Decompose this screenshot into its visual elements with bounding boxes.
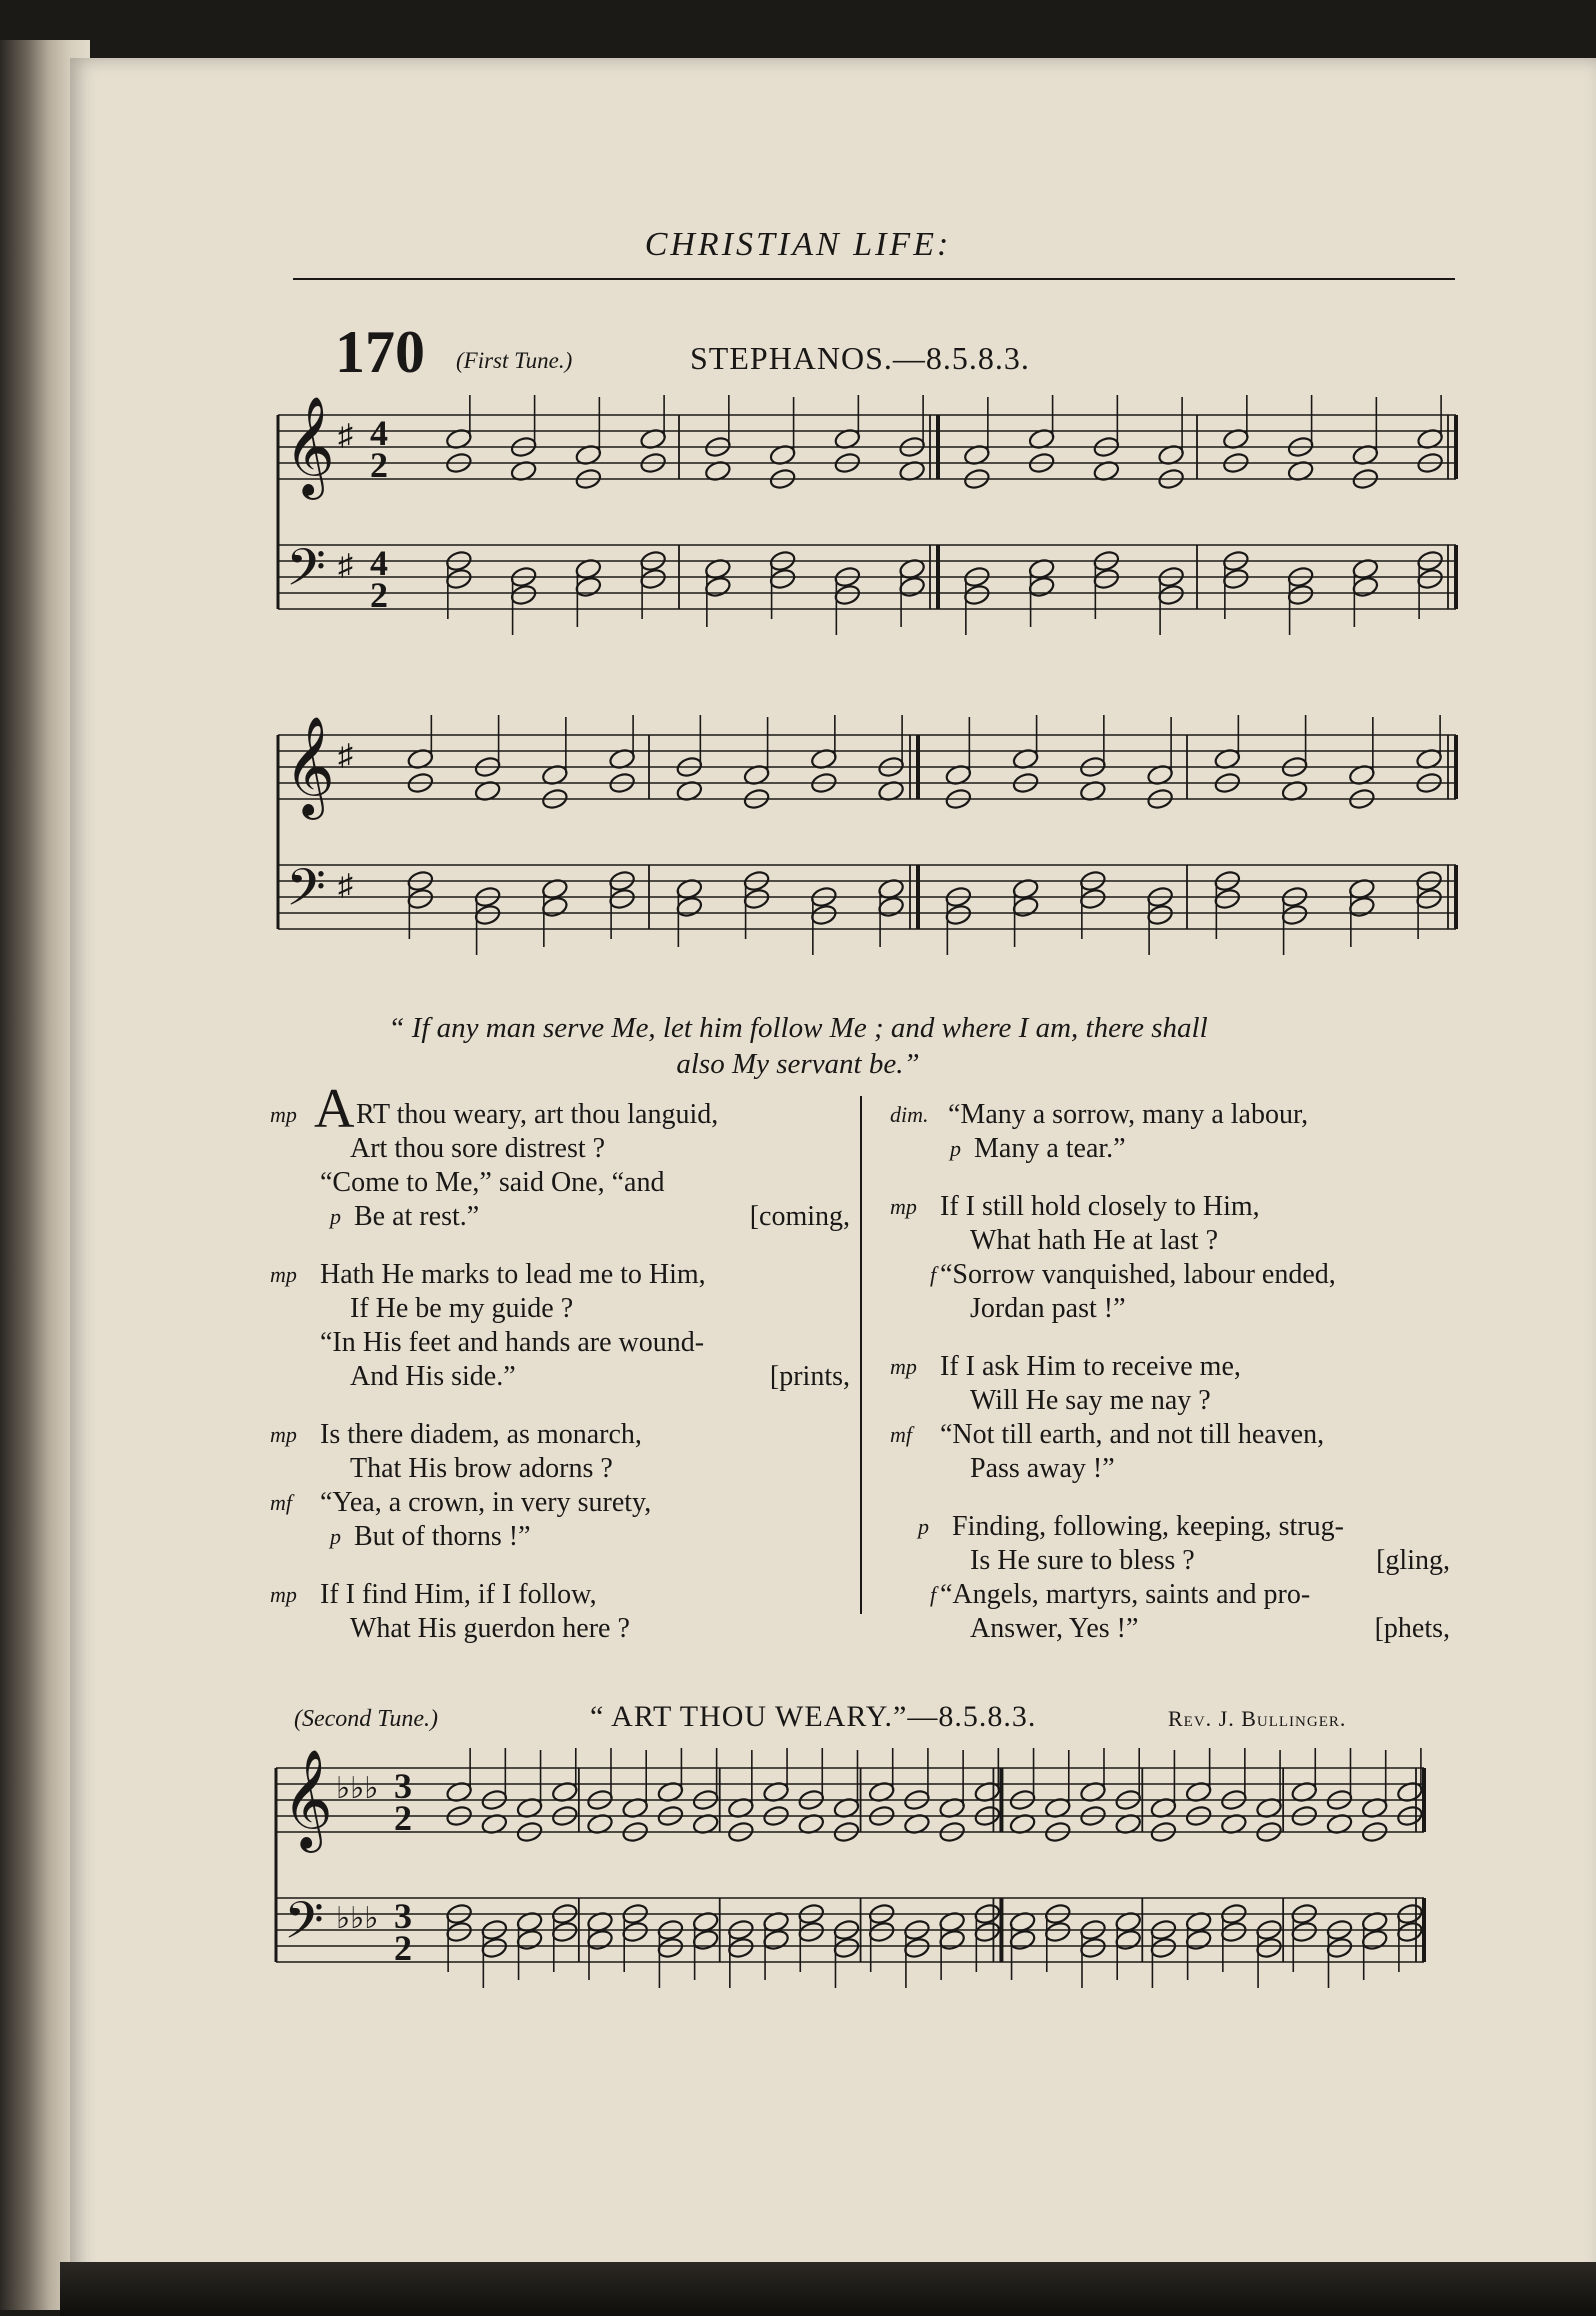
verse-text: “Many a sorrow, many a labour, <box>948 1099 1309 1130</box>
verse-text: If He be my guide ? <box>350 1293 574 1324</box>
note-head <box>963 583 991 606</box>
note-head <box>1044 1920 1072 1943</box>
note-head <box>516 1928 544 1951</box>
note-head <box>1222 567 1250 590</box>
treble-clef: 𝄞 <box>284 716 335 816</box>
verse-text: Answer, Yes !” <box>970 1613 1139 1644</box>
time-signature-bottom: 2 <box>370 445 388 485</box>
note-head <box>810 903 838 926</box>
note-head <box>551 1920 579 1943</box>
verse-line <box>890 1612 1450 1646</box>
note-head <box>1348 895 1376 918</box>
bass-clef: 𝄢 <box>286 537 326 610</box>
note-head <box>1185 1928 1213 1951</box>
stanza <box>890 1098 1450 1166</box>
note-head <box>938 1928 966 1951</box>
second-tune-name: “ ART THOU WEARY.”—8.5.8.3. <box>590 1700 1037 1733</box>
note-head <box>1325 1936 1353 1959</box>
note-head <box>1290 1920 1318 1943</box>
note-head <box>704 575 732 598</box>
verse-text: “Sorrow vanquished, labour ended, <box>940 1259 1336 1290</box>
verse-line <box>890 1544 1450 1578</box>
verse-line <box>270 1418 850 1452</box>
dynamic-marking: p <box>330 1204 341 1229</box>
verse-text: Art thou sore distrest ? <box>350 1133 606 1164</box>
verse-text: “Yea, a crown, in very surety, <box>320 1487 652 1518</box>
time-signature-top: 3 <box>394 1896 412 1936</box>
treble-clef: 𝄞 <box>282 1749 333 1849</box>
verse-line <box>270 1520 850 1554</box>
key-signature: ♯ <box>338 739 353 772</box>
note-head <box>832 1936 860 1959</box>
note-head <box>608 887 636 910</box>
stanza <box>890 1510 1450 1646</box>
key-signature: ♭♭♭ <box>336 1772 379 1805</box>
verse-text: “Not till earth, and not till heaven, <box>940 1419 1325 1450</box>
dynamic-marking: mp <box>270 1582 297 1607</box>
hymn-number: 170 <box>335 319 425 385</box>
note-head <box>639 567 667 590</box>
verse-text: What hath He at last ? <box>970 1225 1219 1256</box>
note-head <box>1416 567 1444 590</box>
key-signature: ♯ <box>338 869 353 902</box>
time-signature-bottom: 2 <box>370 575 388 615</box>
stanza <box>890 1350 1450 1486</box>
note-head <box>1281 903 1309 926</box>
verse-text: Jordan past !” <box>970 1293 1126 1324</box>
book-bottom-edge <box>60 2262 1596 2316</box>
verse-text: What His guerdon here ? <box>350 1613 630 1644</box>
stanza <box>270 1418 850 1554</box>
bass-clef: 𝄢 <box>284 1890 324 1963</box>
dynamic-marking: f <box>930 1262 937 1287</box>
bass-clef: 𝄢 <box>286 857 326 930</box>
turnover-text: [phets, <box>1374 1613 1450 1644</box>
dynamic-marking: p <box>918 1514 929 1539</box>
verse-text: That His brow adorns ? <box>350 1453 613 1484</box>
stanza <box>270 1258 850 1394</box>
dynamic-marking: mp <box>270 1102 297 1127</box>
verse-line <box>270 1486 850 1520</box>
note-head <box>727 1936 755 1959</box>
verse-line <box>890 1452 1450 1486</box>
verse-line <box>270 1326 850 1360</box>
verse-line <box>270 1292 850 1326</box>
note-head <box>868 1920 896 1943</box>
note-head <box>574 575 602 598</box>
music-system-2 <box>270 715 1470 985</box>
verse-line <box>890 1384 1450 1418</box>
dynamic-marking: f <box>930 1582 937 1607</box>
note-head <box>833 583 861 606</box>
note-head <box>1079 887 1107 910</box>
note-head <box>510 583 538 606</box>
note-head <box>445 1920 473 1943</box>
note-head <box>1028 575 1056 598</box>
note-head <box>474 903 502 926</box>
dynamic-marking: mp <box>270 1262 297 1287</box>
turnover-text: [coming, <box>749 1201 850 1232</box>
verse-text: Is He sure to bless ? <box>970 1545 1195 1576</box>
note-head <box>541 895 569 918</box>
verse-line <box>270 1258 850 1292</box>
stanza <box>890 1190 1450 1326</box>
verses-left-column <box>270 1078 850 1670</box>
verse-line <box>270 1166 850 1200</box>
turnover-text: [prints, <box>769 1361 850 1392</box>
note-head <box>1114 1928 1142 1951</box>
note-head <box>1092 567 1120 590</box>
verse-line <box>890 1510 1450 1544</box>
dynamic-marking: mp <box>270 1422 297 1447</box>
verse-line <box>890 1418 1450 1452</box>
verse-text: If I find Him, if I follow, <box>320 1579 597 1610</box>
note-head <box>1415 887 1443 910</box>
key-signature: ♯ <box>338 549 353 582</box>
verse-line <box>270 1132 850 1166</box>
verse-text: And His side.” <box>350 1361 516 1392</box>
verse-line <box>270 1612 850 1646</box>
verse-line <box>270 1452 850 1486</box>
dynamic-marking: mf <box>890 1422 912 1447</box>
column-divider <box>860 1096 862 1614</box>
note-head <box>1255 1936 1283 1959</box>
time-signature-top: 3 <box>394 1766 412 1806</box>
note-head <box>1361 1928 1389 1951</box>
verse-text: Is there diadem, as monarch, <box>320 1419 642 1450</box>
note-head <box>1287 583 1315 606</box>
verse-line <box>890 1578 1450 1612</box>
verse-text: If I ask Him to receive me, <box>940 1351 1241 1382</box>
time-signature-bottom: 2 <box>394 1928 412 1968</box>
verse-text: Be at rest.” <box>354 1201 480 1232</box>
verse-text: “In His feet and hands are wound- <box>320 1327 705 1358</box>
note-head <box>903 1936 931 1959</box>
turnover-text: [gling, <box>1376 1545 1450 1576</box>
note-head <box>762 1928 790 1951</box>
second-tune-composer: Rev. J. Bullinger. <box>1168 1706 1347 1731</box>
verse-text: RT thou weary, art thou languid, <box>356 1099 719 1130</box>
header-rule <box>293 278 1455 280</box>
dynamic-marking: mp <box>890 1194 917 1219</box>
key-signature: ♯ <box>338 419 353 452</box>
verse-text: “Come to Me,” said One, “and <box>320 1167 665 1198</box>
epigraph-line: also My servant be.” <box>676 1048 920 1080</box>
verse-text: If I still hold closely to Him, <box>940 1191 1260 1222</box>
dynamic-marking: mf <box>270 1490 292 1515</box>
verse-text: Pass away !” <box>970 1453 1115 1484</box>
verse-text: “Angels, martyrs, saints and pro- <box>940 1579 1311 1610</box>
note-head <box>1149 1936 1177 1959</box>
music-system-3 <box>268 1748 1438 2018</box>
key-signature: ♭♭♭ <box>336 1902 379 1935</box>
note-head <box>898 575 926 598</box>
note-head <box>445 567 473 590</box>
note-head <box>406 887 434 910</box>
verse-text: Will He say me nay ? <box>970 1385 1211 1416</box>
first-tune-name: STEPHANOS.—8.5.8.3. <box>690 340 1030 376</box>
verse-line <box>270 1200 850 1234</box>
note-head <box>1157 583 1185 606</box>
stanza <box>270 1078 850 1234</box>
note-head <box>1009 1928 1037 1951</box>
note-head <box>692 1928 720 1951</box>
verses-right-column <box>890 1098 1450 1670</box>
treble-clef: 𝄞 <box>284 396 335 496</box>
stanza <box>270 1578 850 1646</box>
note-head <box>944 903 972 926</box>
verse-line <box>890 1190 1450 1224</box>
note-head <box>586 1928 614 1951</box>
note-head <box>1146 903 1174 926</box>
note-head <box>1351 575 1379 598</box>
first-tune-label: (First Tune.) <box>456 348 573 373</box>
note-head <box>1220 1920 1248 1943</box>
note-head <box>973 1920 1001 1943</box>
note-head <box>877 895 905 918</box>
verse-line <box>270 1578 850 1612</box>
epigraph <box>0 1010 1596 1082</box>
verse-text: But of thorns !” <box>354 1521 531 1552</box>
note-head <box>743 887 771 910</box>
time-signature-top: 4 <box>370 413 388 453</box>
note-head <box>1012 895 1040 918</box>
time-signature-bottom: 2 <box>394 1798 412 1838</box>
epigraph-line: “ If any man serve Me, let him follow Me ; and where I am, there shall <box>388 1012 1208 1044</box>
dynamic-marking: mp <box>890 1354 917 1379</box>
note-head <box>797 1920 825 1943</box>
note-head <box>675 895 703 918</box>
dynamic-marking: dim. <box>890 1102 929 1127</box>
verse-text: Many a tear.” <box>974 1133 1126 1164</box>
verse-line <box>890 1132 1450 1166</box>
verse-line <box>270 1360 850 1394</box>
drop-capital: A <box>314 1078 355 1140</box>
note-head <box>480 1936 508 1959</box>
verse-line <box>270 1078 850 1140</box>
running-head: CHRISTIAN LIFE: <box>644 226 952 263</box>
music-system-1 <box>270 395 1470 665</box>
verse-line <box>890 1258 1450 1292</box>
dynamic-marking: p <box>330 1524 341 1549</box>
dynamic-marking: p <box>950 1136 961 1161</box>
verse-line <box>890 1224 1450 1258</box>
verse-text: Hath He marks to lead me to Him, <box>320 1259 706 1290</box>
note-head <box>769 567 797 590</box>
second-tune-label: (Second Tune.) <box>294 1706 438 1732</box>
note-head <box>621 1920 649 1943</box>
note-head <box>1396 1920 1424 1943</box>
verse-line <box>890 1292 1450 1326</box>
note-head <box>656 1936 684 1959</box>
note-head <box>1079 1936 1107 1959</box>
note-head <box>1213 887 1241 910</box>
verse-text: Finding, following, keeping, strug- <box>952 1511 1344 1542</box>
time-signature-top: 4 <box>370 543 388 583</box>
verse-line <box>890 1350 1450 1384</box>
verse-line <box>890 1098 1450 1132</box>
